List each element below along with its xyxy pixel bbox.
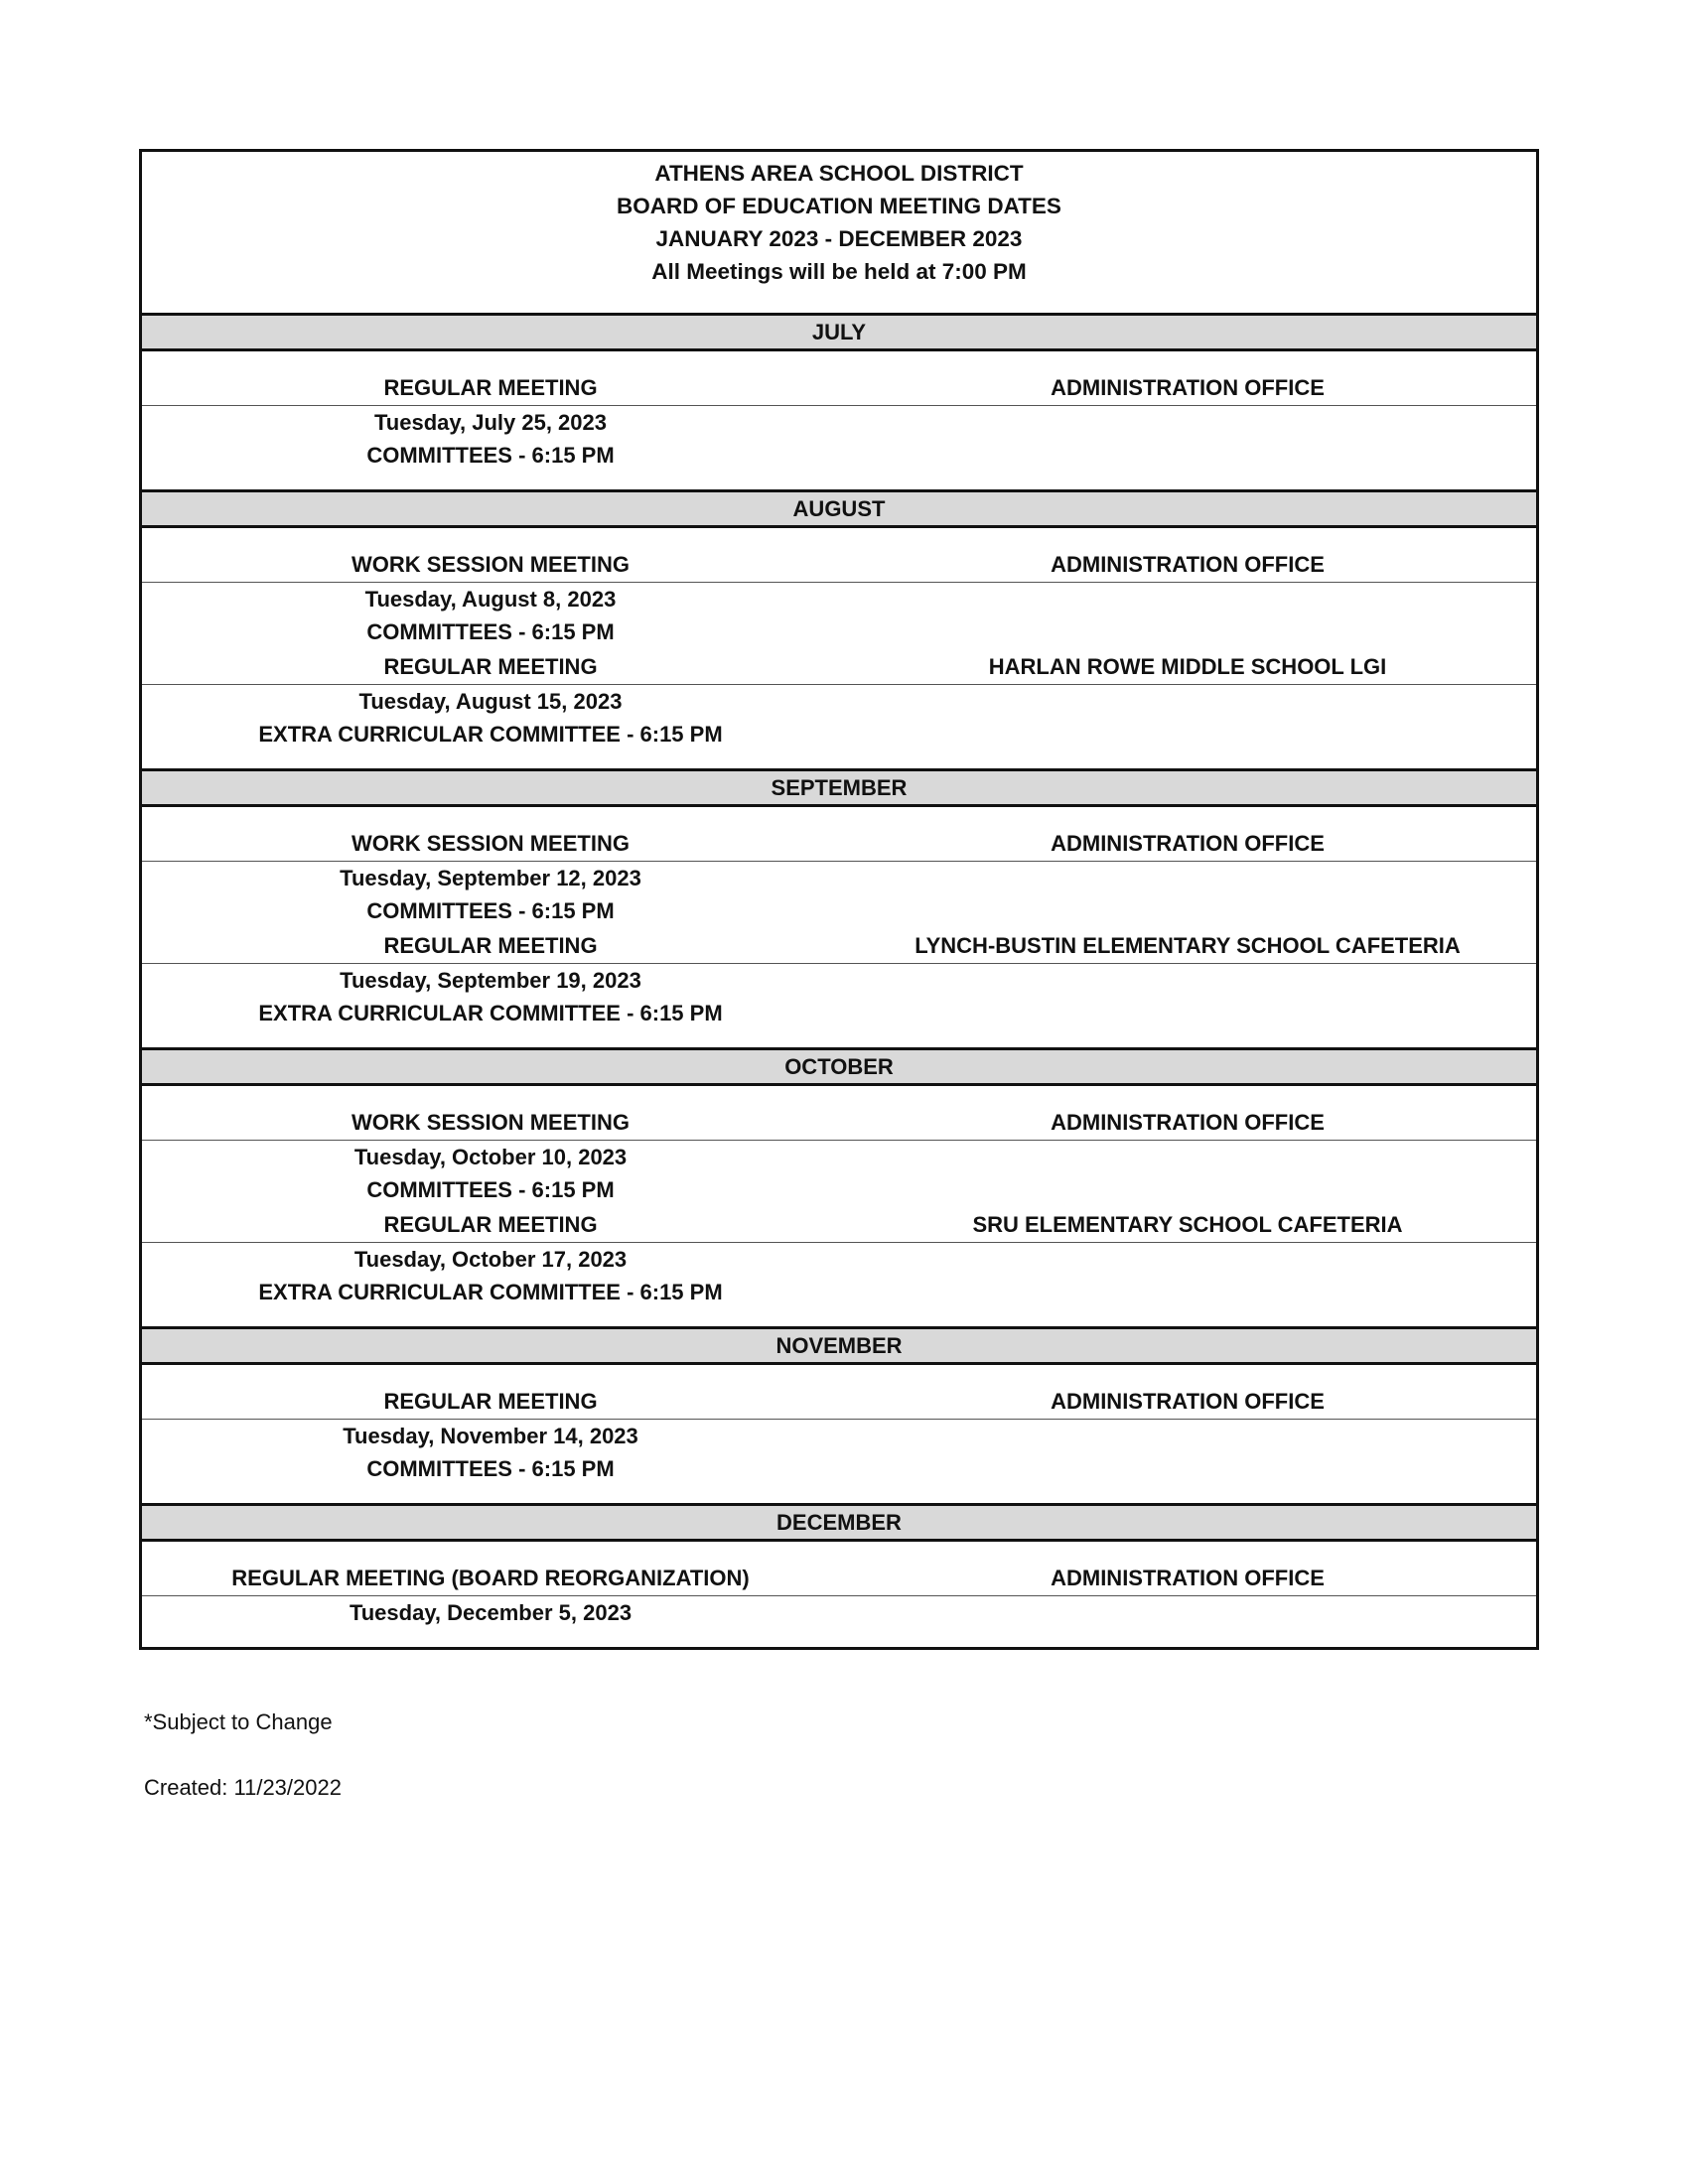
created-date: Created: 11/23/2022 [144, 1775, 342, 1800]
meeting-type: REGULAR MEETING [383, 375, 598, 400]
committee-time: EXTRA CURRICULAR COMMITTEE - 6:15 PM [258, 1001, 723, 1025]
meeting-header-row [142, 648, 1536, 685]
month-spacer [142, 1485, 1536, 1503]
meeting-type: REGULAR MEETING [383, 1389, 598, 1414]
meeting-type: WORK SESSION MEETING [352, 1110, 630, 1135]
meeting-entry [142, 1206, 1536, 1308]
meeting-type: REGULAR MEETING [383, 1212, 598, 1237]
months-container [142, 316, 1536, 1647]
month-section [142, 528, 1536, 768]
committee-time: EXTRA CURRICULAR COMMITTEE - 6:15 PM [258, 722, 723, 747]
meeting-header-row [142, 1206, 1536, 1243]
meeting-type: WORK SESSION MEETING [352, 552, 630, 577]
month-header-december: DECEMBER [142, 1503, 1536, 1542]
meeting-date: Tuesday, September 12, 2023 [340, 866, 641, 890]
meeting-location: ADMINISTRATION OFFICE [1051, 552, 1325, 577]
committee-time: COMMITTEES - 6:15 PM [366, 898, 615, 923]
committee-time: COMMITTEES - 6:15 PM [366, 1456, 615, 1481]
meeting-type: REGULAR MEETING (BOARD REORGANIZATION) [231, 1566, 750, 1590]
month-section [142, 1086, 1536, 1326]
meeting-date: Tuesday, December 5, 2023 [349, 1600, 633, 1625]
district-name: ATHENS AREA SCHOOL DISTRICT [654, 161, 1024, 186]
meeting-date: Tuesday, October 10, 2023 [353, 1145, 628, 1169]
month-header-october: OCTOBER [142, 1047, 1536, 1086]
committee-time: COMMITTEES - 6:15 PM [366, 443, 615, 468]
meeting-type: REGULAR MEETING [383, 933, 598, 958]
meeting-time-note: All Meetings will be held at 7:00 PM [651, 259, 1027, 284]
meeting-entry [142, 1542, 1536, 1629]
meeting-date: Tuesday, October 17, 2023 [353, 1247, 628, 1272]
month-header-november: NOVEMBER [142, 1326, 1536, 1365]
meeting-header-row [142, 1365, 1536, 1420]
meeting-location: ADMINISTRATION OFFICE [1051, 1566, 1325, 1590]
month-section [142, 1365, 1536, 1503]
meeting-location: ADMINISTRATION OFFICE [1051, 1110, 1325, 1135]
committee-time: EXTRA CURRICULAR COMMITTEE - 6:15 PM [258, 1280, 723, 1304]
meeting-location: SRU ELEMENTARY SCHOOL CAFETERIA [972, 1212, 1403, 1237]
month-header-august: AUGUST [142, 489, 1536, 528]
meeting-date: Tuesday, September 19, 2023 [340, 968, 641, 993]
meeting-entry [142, 807, 1536, 927]
meeting-header-row [142, 1086, 1536, 1141]
meeting-header-row [142, 351, 1536, 406]
meeting-entry [142, 927, 1536, 1029]
date-range: JANUARY 2023 - DECEMBER 2023 [655, 226, 1023, 251]
month-section [142, 1542, 1536, 1647]
meeting-date: Tuesday, August 15, 2023 [358, 689, 623, 714]
meeting-header-row [142, 1542, 1536, 1596]
committee-time: COMMITTEES - 6:15 PM [366, 619, 615, 644]
month-header-july: JULY [142, 316, 1536, 351]
meeting-date: Tuesday, July 25, 2023 [374, 410, 607, 435]
meeting-location: ADMINISTRATION OFFICE [1051, 1389, 1325, 1414]
meeting-date: Tuesday, August 8, 2023 [364, 587, 617, 612]
meeting-header-row [142, 927, 1536, 964]
meeting-date: Tuesday, November 14, 2023 [343, 1424, 638, 1448]
meeting-type: WORK SESSION MEETING [352, 831, 630, 856]
meeting-location: ADMINISTRATION OFFICE [1051, 831, 1325, 856]
meeting-header-row [142, 528, 1536, 583]
month-section [142, 807, 1536, 1047]
meeting-location: HARLAN ROWE MIDDLE SCHOOL LGI [988, 654, 1387, 679]
month-spacer [142, 1029, 1536, 1047]
meeting-entry [142, 648, 1536, 751]
document-header [142, 152, 1536, 316]
meeting-schedule-table [139, 149, 1539, 1650]
month-spacer [142, 1308, 1536, 1326]
month-section [142, 351, 1536, 489]
meeting-entry [142, 528, 1536, 648]
meeting-entry [142, 351, 1536, 472]
committee-time: COMMITTEES - 6:15 PM [366, 1177, 615, 1202]
meeting-location: LYNCH-BUSTIN ELEMENTARY SCHOOL CAFETERIA [914, 933, 1461, 958]
meeting-entry [142, 1086, 1536, 1206]
subject-to-change-note: *Subject to Change [144, 1709, 333, 1734]
meeting-location: ADMINISTRATION OFFICE [1051, 375, 1325, 400]
meeting-entry [142, 1365, 1536, 1485]
meeting-header-row [142, 807, 1536, 862]
month-spacer [142, 1629, 1536, 1647]
month-header-september: SEPTEMBER [142, 768, 1536, 807]
month-spacer [142, 751, 1536, 768]
meeting-type: REGULAR MEETING [383, 654, 598, 679]
document-title: BOARD OF EDUCATION MEETING DATES [617, 194, 1061, 218]
month-spacer [142, 472, 1536, 489]
